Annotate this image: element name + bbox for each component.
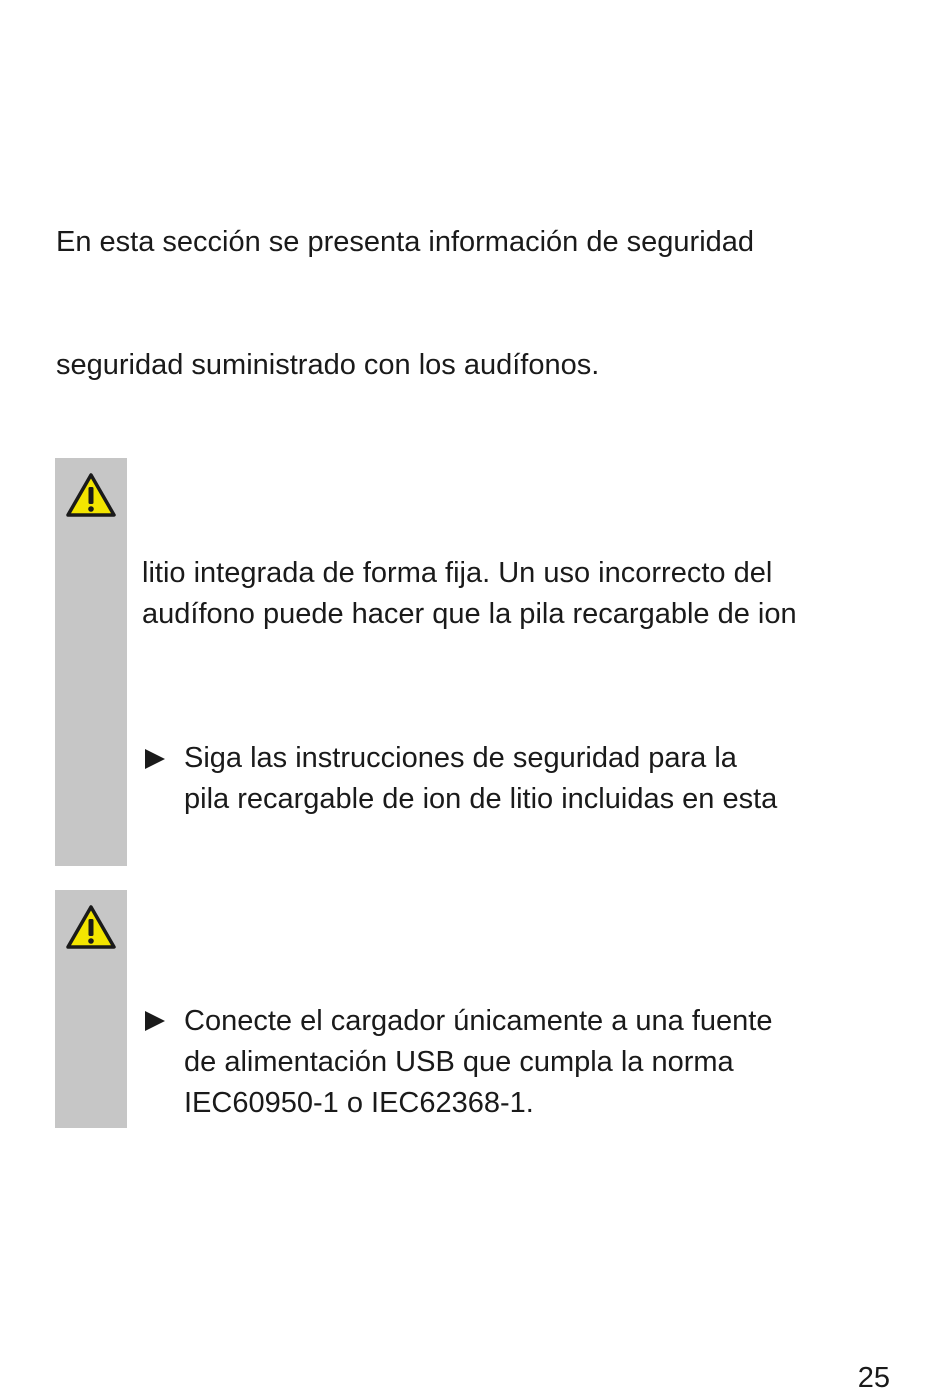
bullet-arrow-icon (145, 749, 165, 769)
warning-bar-2 (55, 890, 127, 1128)
intro-text-line-1: En esta sección se presenta información de seguridad (56, 226, 755, 258)
warning-2-bullet-line-1: Conecte el cargador únicamente a una fuente (184, 1005, 773, 1037)
warning-1-bullet-line-2: pila recargable de ion de litio incluidas en esta (184, 783, 778, 815)
warning-2-bullet-line-2: de alimentación USB que cumpla la norma (184, 1046, 734, 1078)
warning-triangle-icon (65, 904, 117, 950)
warning-2-bullet-line-3: IEC60950-1 o IEC62368-1. (184, 1087, 534, 1119)
intro-text-line-2: seguridad suministrado con los audífonos. (56, 349, 600, 381)
warning-triangle-icon (65, 472, 117, 518)
page-number: 25 (857, 1362, 890, 1394)
warning-bar-1 (55, 458, 127, 866)
bullet-arrow-icon (145, 1011, 165, 1031)
warning-1-paragraph-line-1: litio integrada de forma fija. Un uso incorrecto del (142, 557, 773, 589)
warning-1-bullet-line-1: Siga las instrucciones de seguridad para la (184, 742, 737, 774)
warning-1-paragraph-line-2: audífono puede hacer que la pila recargable de ion (142, 598, 797, 630)
